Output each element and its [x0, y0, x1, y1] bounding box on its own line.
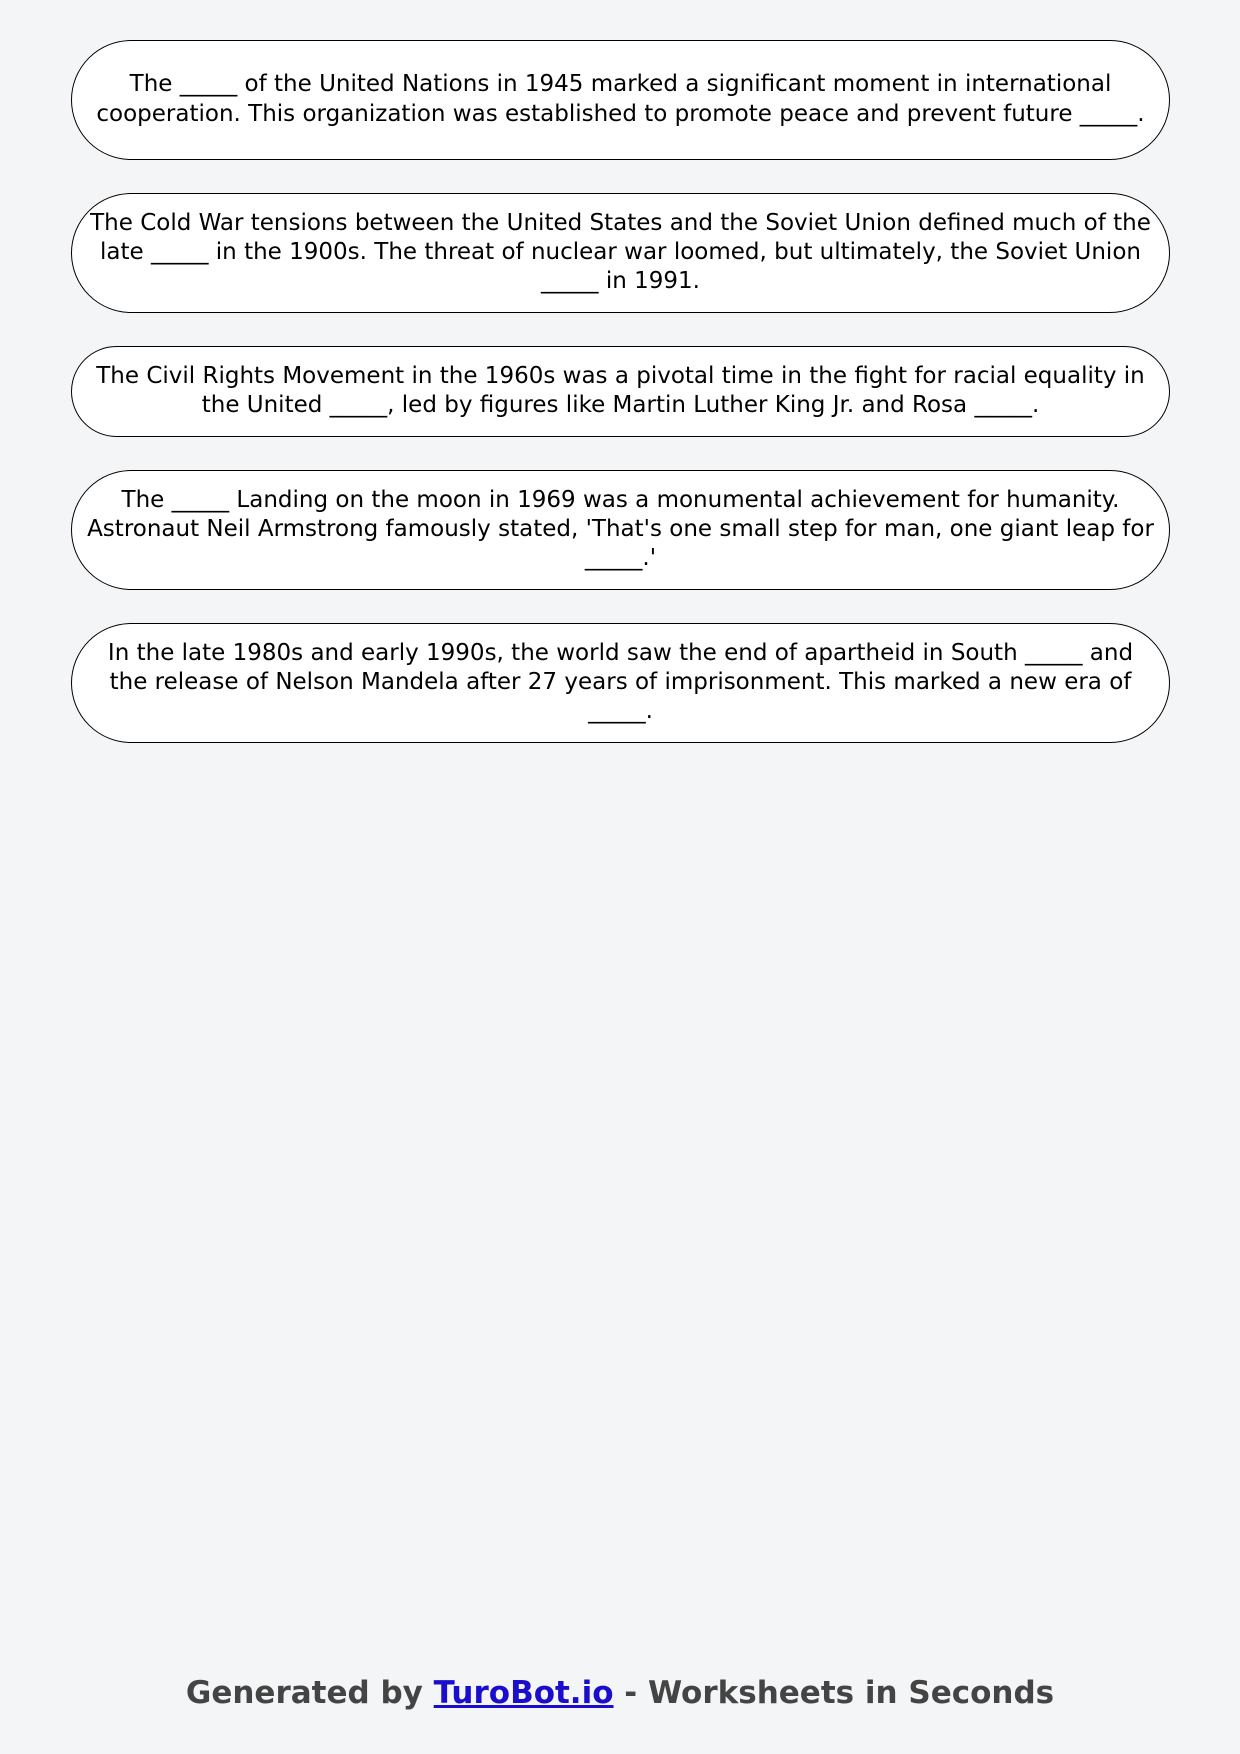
- turobot-link[interactable]: TuroBot.io: [433, 1675, 614, 1711]
- footer-suffix: - Worksheets in Seconds: [613, 1675, 1055, 1711]
- sentence-box: [71, 346, 1170, 437]
- sentence-box: [71, 193, 1170, 313]
- sentence-list: [71, 40, 1170, 776]
- footer-prefix: Generated by: [185, 1675, 434, 1711]
- sentence-box: [71, 470, 1170, 590]
- sentence-text: In the late 1980s and early 1990s, the world saw the end of apartheid in South _____ and the release of Nelson Mandela after 27 years of imprisonment. This marked a new era of _____.: [107, 639, 1134, 725]
- sentence-text: The _____ of the United Nations in 1945 marked a significant moment in international cooperation. This organization was established to promote peace and prevent future _____.: [96, 71, 1145, 127]
- sentence-text: The Civil Rights Movement in the 1960s was a pivotal time in the fight for racial equality in the United _____, led by figures like Martin Luther King Jr. and Rosa _____.: [96, 362, 1145, 418]
- sentence-text: The Cold War tensions between the United States and the Soviet Union defined much of the late _____ in the 1900s. The threat of nuclear war loomed, but ultimately, the Soviet Union _____ in 1991.: [90, 209, 1151, 295]
- sentence-text: The _____ Landing on the moon in 1969 was a monumental achievement for humanity. Astronaut Neil Armstrong famously stated, 'That's one small step for man, one giant leap for _____.': [87, 486, 1154, 572]
- footer: [0, 1675, 1240, 1711]
- sentence-box: [71, 623, 1170, 743]
- sentence-box: [71, 40, 1170, 160]
